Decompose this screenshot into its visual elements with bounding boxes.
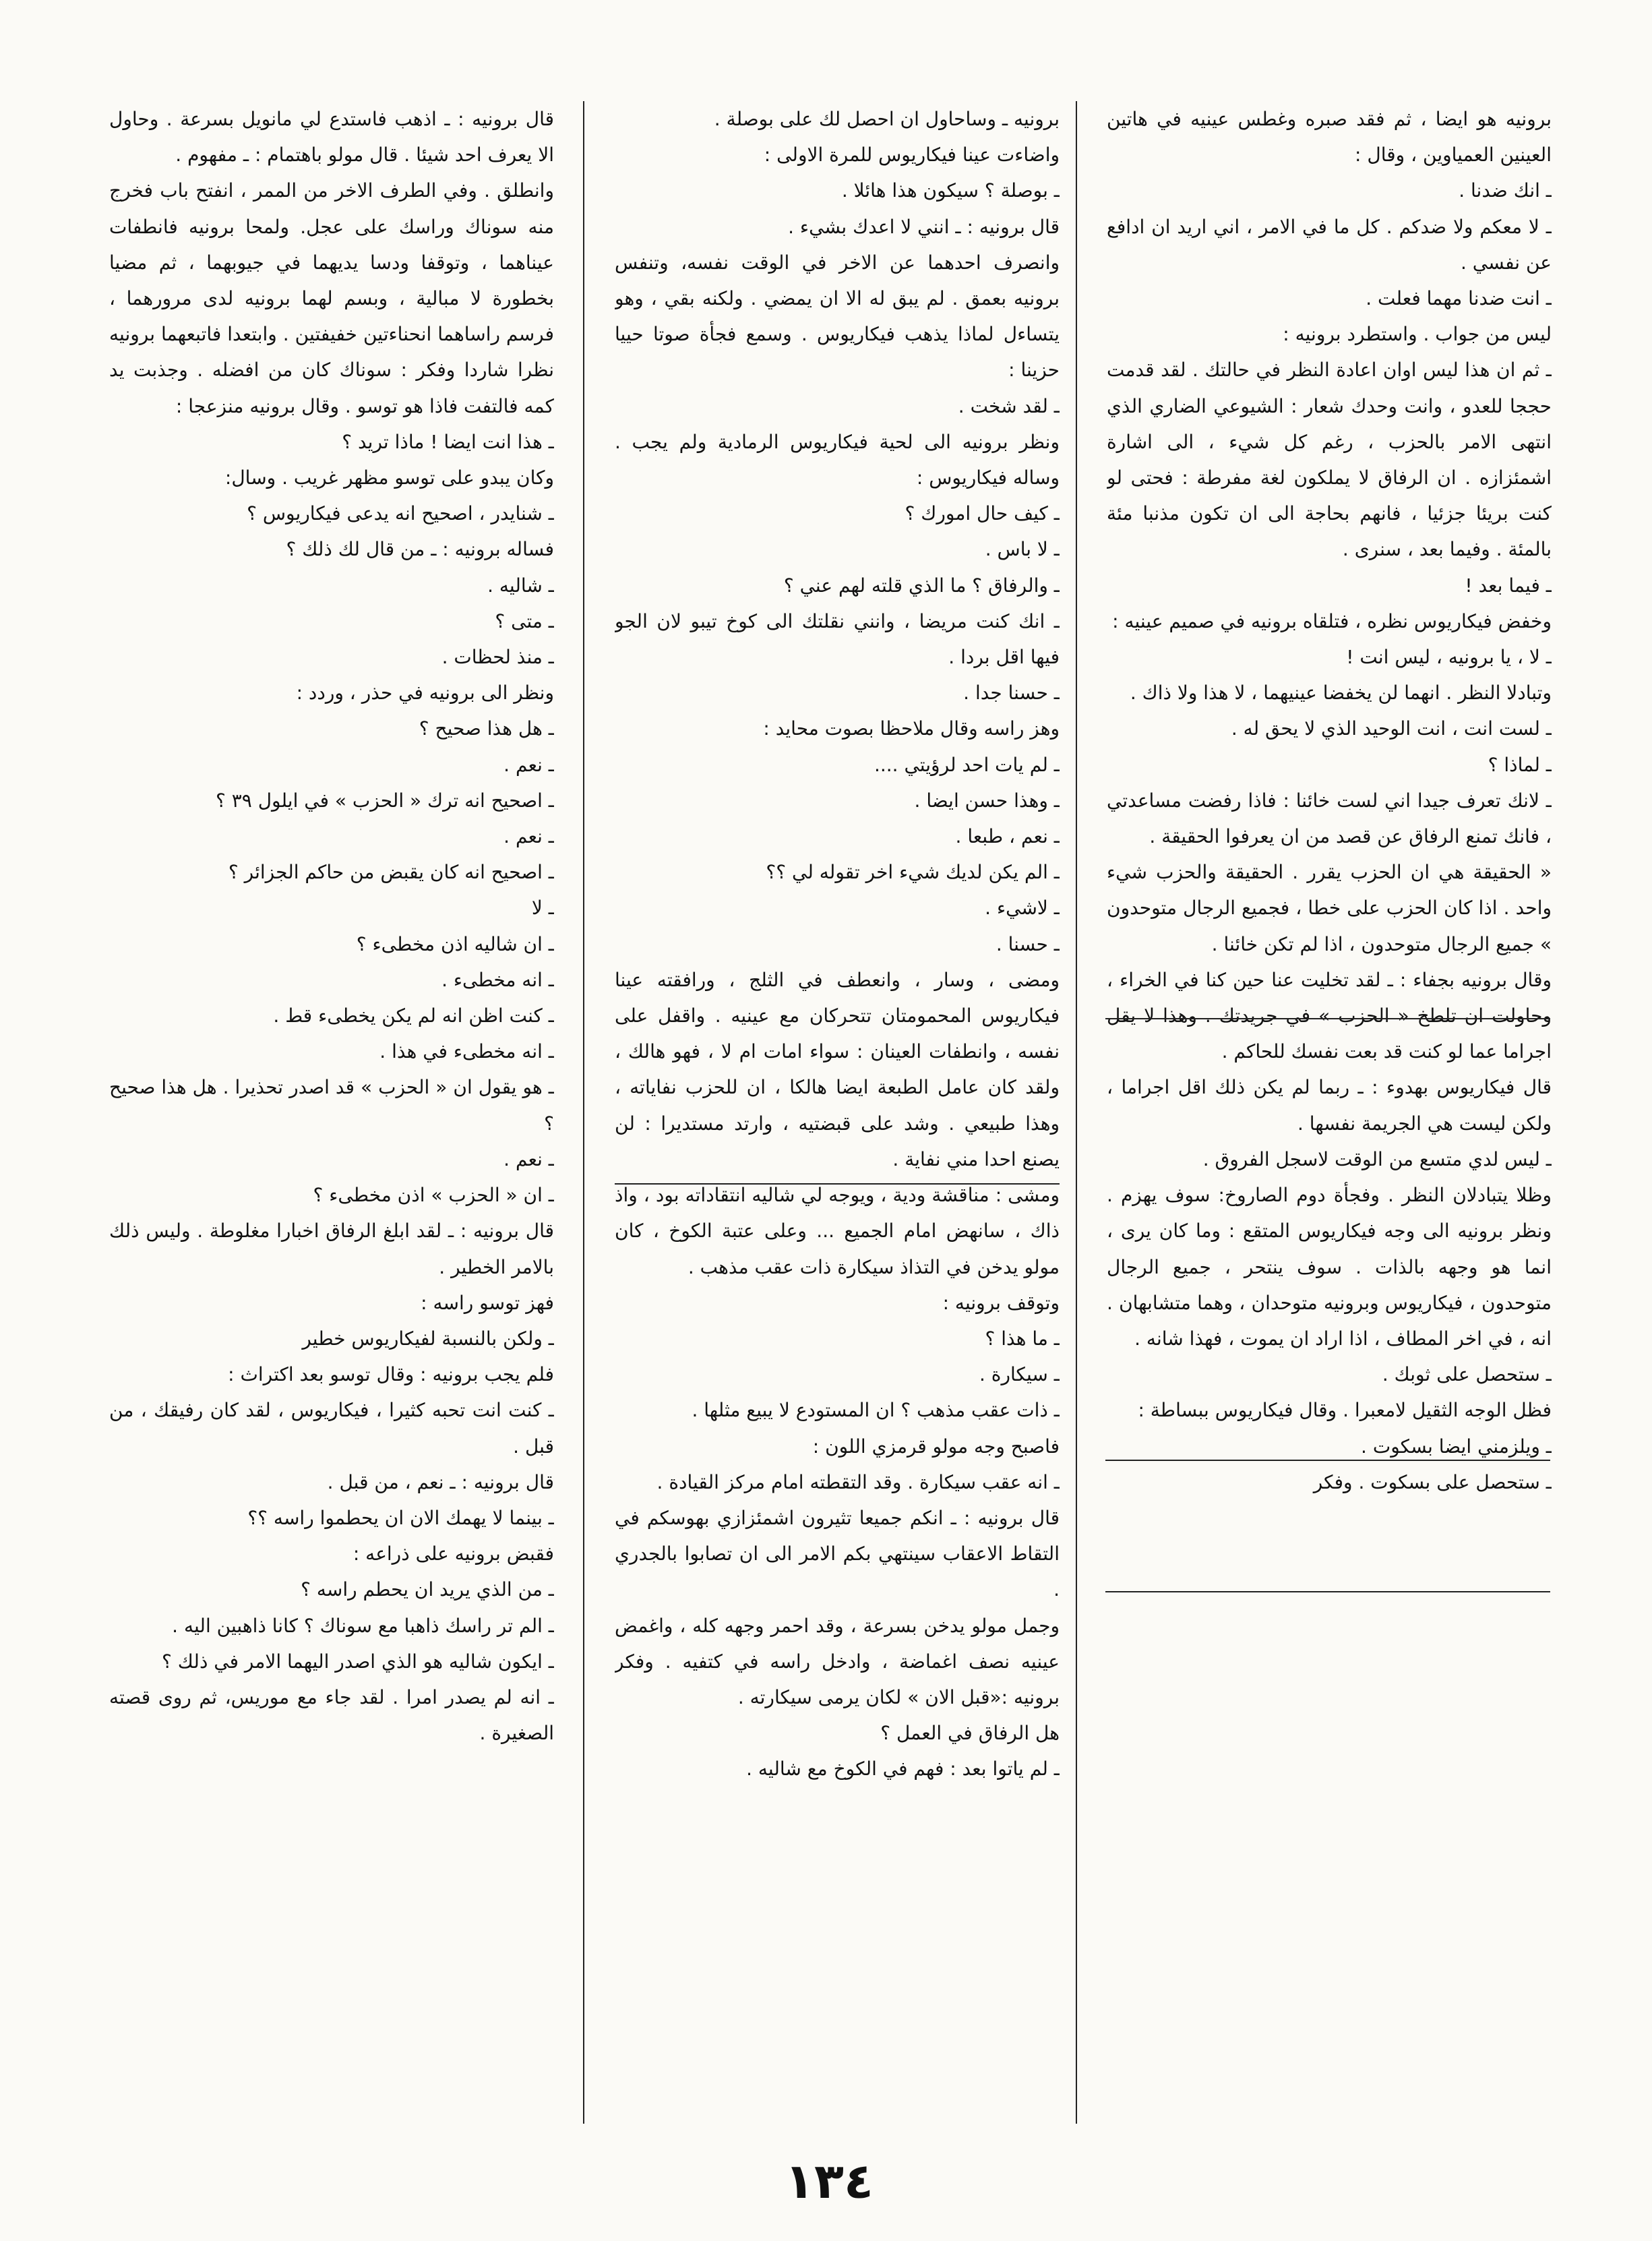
paragraph: ـ وهذا حسن ايضا .: [914, 789, 1060, 812]
paragraph: ـ فيما بعد !: [1465, 574, 1552, 597]
column-divider-left: [583, 101, 584, 2124]
paragraph: ـ من الذي يريد ان يحطم راسه ؟: [301, 1578, 554, 1601]
paragraph: « الحقيقة هي ان الحزب يقرر . الحقيقة والحزب شيء واحد . اذا كان الحزب على خطا ، فجميع الرجال متوحدون » جميع الرجال متوحدون ، اذا لم تكن خائنا .: [1107, 861, 1552, 955]
paragraph: ـ ويلزمني ايضا بسكوت .: [1361, 1435, 1552, 1458]
paragraph: ـ لماذا ؟: [1488, 753, 1552, 776]
paragraph: وقال برونيه بجفاء : ـ لقد تخليت عنا حين كنا في الخراء ، وحاولت ان تلطخ « الحزب » في جريدتك . وهذا لا يقل اجراما عما لو كنت قد بعت نفسك للحاكم .: [1107, 968, 1552, 1063]
paragraph: ـ ما هذا ؟: [985, 1327, 1060, 1350]
paragraph: قال برونيه : ـ لقد ابلغ الرفاق اخبارا مغلوطة . وليس ذلك بالامر الخطير .: [109, 1220, 554, 1278]
paragraph: ـ متى ؟: [495, 609, 554, 632]
paragraph: ـ كنت اظن انه لم يكن يخطىء قط .: [273, 1005, 554, 1027]
paragraph: ـ ايكون شاليه هو الذي اصدر اليهما الامر في ذلك ؟: [162, 1650, 554, 1673]
paragraph: ـ انت ضدنا مهما فعلت .: [1366, 287, 1552, 310]
paragraph: ـ اصحيح انه ترك « الحزب » في ايلول ٣٩ ؟: [215, 789, 554, 812]
separator-right-1: [1105, 1018, 1550, 1019]
paragraph: وتبادلا النظر . انهما لن يخفضا عينيهما ، لا هذا ولا ذاك .: [1130, 682, 1552, 705]
paragraph: ـ انه عقب سيكارة . وقد التقطته امام مركز القيادة .: [656, 1470, 1060, 1493]
paragraph: ـ الم يكن لديك شيء اخر تقوله لي ؟؟: [766, 861, 1060, 884]
paragraph: ـ حسنا جدا .: [963, 682, 1060, 705]
paragraph: ـ لاشيء .: [985, 897, 1060, 920]
separator-middle-1: [615, 1183, 1060, 1185]
paragraph: ـ لست انت ، انت الوحيد الذي لا يحق له .: [1231, 717, 1552, 740]
paragraph: برونيه هو ايضا ، ثم فقد صبره وغطس عينيه في هاتين العينين العمياوين ، وقال :: [1107, 108, 1552, 167]
paragraph: قال فيكاريوس بهدوء : ـ ربما لم يكن ذلك اقل اجراما ، ولكن ليست هي الجريمة نفسها .: [1107, 1076, 1552, 1135]
paragraph: ـ شاليه .: [487, 574, 554, 597]
paragraph: ـ هل هذا صحيح ؟: [419, 717, 554, 740]
text-column-right: [1107, 101, 1552, 2130]
paragraph: ـ شنايدر ، اصحيح انه يدعى فيكاريوس ؟: [247, 502, 554, 525]
paragraph: وتوقف برونيه :: [942, 1291, 1060, 1314]
paragraph: ـ لم يات احد لرؤيتي ....: [874, 753, 1060, 776]
paragraph: ـ حسنا .: [996, 932, 1060, 955]
paragraph: ـ ذات عقب مذهب ؟ ان المستودع لا يبيع مثلها .: [692, 1399, 1060, 1422]
paragraph: وانطلق . وفي الطرف الاخر من الممر ، انفتح باب فخرج منه سوناك وراسك على عجل. ولمحا برونيه فانطفات عيناهما ، وتوقفا ودسا يديهما في جيوبهما ، ثم مضيا بخطورة لا مبالية ، وبسم لهما برونيه لدى مرورهما ، فرسم راساهما انحناءتين خفيفتين . وابتعدا فاتبعهما برونيه نظرا شاردا وفكر : سوناك كان من افضله . وجذبت يد كمه فالتفت فاذا هو توسو . وقال برونيه منزعجا :: [109, 179, 554, 417]
paragraph: ـ لا: [531, 897, 554, 920]
paragraph: ـ انك كنت مريضا ، وانني نقلتك الى كوخ تيبو لان الجو فيها اقل بردا .: [615, 609, 1060, 669]
paragraph: فلم يجب برونيه : وقال توسو بعد اكتراث :: [228, 1363, 554, 1386]
paragraph: برونيه ـ وساحاول ان احصل لك على بوصلة .: [714, 108, 1060, 130]
paragraph: وهز راسه وقال ملاحظا بصوت محايد :: [763, 717, 1060, 740]
paragraph: فساله برونيه : ـ من قال لك ذلك ؟: [286, 538, 554, 561]
paragraph: ـ انه لم يصدر امرا . لقد جاء مع موريس، ثم روى قصته الصغيرة .: [109, 1685, 554, 1745]
paragraph: قال برونيه : ـ انني لا اعدك بشيء .: [788, 215, 1060, 238]
paragraph: ـ بوصلة ؟ سيكون هذا هائلا .: [841, 179, 1060, 202]
paragraph: فظل الوجه الثقيل لامعبرا . وقال فيكاريوس ببساطة :: [1138, 1399, 1552, 1422]
paragraph: ـ ليس لدي متسع من الوقت لاسجل الفروق .: [1202, 1147, 1552, 1170]
paragraph: ـ والرفاق ؟ ما الذي قلته لهم عني ؟: [783, 574, 1060, 597]
paragraph: ـ منذ لحظات .: [441, 646, 554, 669]
column-divider-right: [1076, 101, 1077, 2124]
paragraph: ومشى : مناقشة ودية ، ويوجه لي شاليه انتقاداته بود ، واذ ذاك ، سانهض امام الجميع ... وعلى عتبة الكوخ ، كان مولو يدخن في التذاذ سيكارة ذات عقب مذهب .: [615, 1184, 1060, 1278]
paragraph: ـ انك ضدنا .: [1459, 179, 1552, 202]
paragraph: ونظر الى برونيه في حذر ، وردد :: [296, 682, 554, 705]
paragraph: وكان يبدو على توسو مظهر غريب . وسال:: [224, 467, 554, 489]
paragraph: ـ لا ، يا برونيه ، ليس انت !: [1346, 646, 1552, 669]
paragraph: ـ نعم .: [503, 1147, 554, 1170]
paragraph: واضاءت عينا فيكاريوس للمرة الاولى :: [764, 144, 1060, 167]
paragraph: ونظر برونيه الى لحية فيكاريوس الرمادية ولم يجب . وساله فيكاريوس :: [615, 430, 1060, 489]
text-column-left: [109, 101, 554, 2130]
paragraph: ـ لا معكم ولا ضدكم . كل ما في الامر ، اني اريد ان ادافع عن نفسي .: [1107, 215, 1552, 274]
paragraph: ـ ان شاليه اذن مخطىء ؟: [356, 932, 554, 955]
paragraph: وخفض فيكاريوس نظره ، فتلقاه برونيه في صميم عينيه :: [1112, 609, 1552, 632]
paragraph: ـ كنت انت تحبه كثيرا ، فيكاريوس ، لقد كان رفيقك ، من قبل .: [109, 1399, 554, 1458]
paragraph: ـ انه مخطىء في هذا .: [379, 1040, 554, 1063]
paragraph: وجمل مولو يدخن بسرعة ، وقد احمر وجهه كله ، واغمض عينيه نصف اغماضة ، وادخل راسه في كتفيه . وفكر برونيه :«قبل الان » لكان يرمى سيكارته .: [615, 1614, 1060, 1708]
paragraph: ـ اصحيح انه كان يقبض من حاكم الجزائر ؟: [228, 861, 554, 884]
separator-right-2: [1105, 1460, 1550, 1461]
paragraph: ـ ستحصل على بسكوت . وفكر: [1313, 1470, 1552, 1493]
separator-right-3: [1105, 1591, 1550, 1592]
paragraph: ـ نعم .: [503, 753, 554, 776]
paragraph: ـ ستحصل على ثوبك .: [1382, 1363, 1552, 1386]
paragraph: ـ سيكارة .: [979, 1363, 1060, 1386]
paragraph: ـ الم تر راسك ذاهبا مع سوناك ؟ كانا ذاهبين اليه .: [172, 1614, 554, 1637]
paragraph: قال برونيه : ـ اذهب فاستدع لي مانويل بسرعة . وحاول الا يعرف احد شيئا . قال مولو باهتمام : ـ مفهوم .: [109, 108, 554, 167]
paragraph: وظلا يتبادلان النظر . وفجأة دوم الصاروخ: سوف يهزم . ونظر برونيه الى وجه فيكاريوس المتقع : وما كان يرى ، انما هو وجهه بالذات . سوف ينتحر ، جميع الرجال متوحدون ، فيكاريوس وبرونيه متوحدان ، وهما متشابهان . انه ، في اخر المطاف ، اذا اراد ان يموت ، فهذا شانه .: [1107, 1184, 1552, 1350]
paragraph: هل الرفاق في العمل ؟: [880, 1722, 1060, 1745]
paragraph: ـ لقد شخت .: [958, 394, 1060, 417]
paragraph: ـ ثم ان هذا ليس اوان اعادة النظر في حالتك . لقد قدمت حججا للعدو ، وانت وحدك شعار : الشيوعي الضاري الذي انتهى الامر بالحزب ، رغم كل شيء ، الى اشارة اشمئزازه . ان الرفاق لا يملكون لغة مفرطة : فحتى لو كنت بريئا جزئيا ، فانهم بحاجة الى ان تكون مذنبا مئة بالمئة . وفيما بعد ، سنرى .: [1107, 359, 1552, 561]
paragraph: ـ بينما لا يهمك الان ان يحطموا راسه ؟؟: [247, 1506, 554, 1529]
paragraph: ـ ولكن بالنسبة لفيكاريوس خطير: [302, 1327, 554, 1350]
paragraph: ـ كيف حال امورك ؟: [905, 502, 1060, 525]
paragraph: فقبض برونيه على ذراعه :: [353, 1543, 554, 1565]
paragraph: ليس من جواب . واستطرد برونيه :: [1283, 323, 1552, 346]
paragraph: فاصبح وجه مولو قرمزي اللون :: [812, 1435, 1060, 1458]
paragraph: ـ لا باس .: [985, 538, 1060, 561]
paragraph: ـ ان « الحزب » اذن مخطىء ؟: [313, 1184, 554, 1207]
paragraph: فهز توسو راسه :: [421, 1291, 554, 1314]
text-column-middle: [615, 101, 1060, 2130]
paragraph: وانصرف احدهما عن الاخر في الوقت نفسه، وتنفس برونيه بعمق . لم يبق له الا ان يمضي . ولكنه بقي ، وهو يتساءل لماذا يذهب فيكاريوس . وسمع فجأة صوتا حييا حزينا :: [615, 251, 1060, 382]
paragraph: ـ هذا انت ايضا ! ماذا تريد ؟: [342, 430, 554, 453]
paragraph: ـ نعم .: [503, 825, 554, 848]
paragraph: ـ نعم ، طبعا .: [955, 825, 1060, 848]
paragraph: ـ لم ياتوا بعد : فهم في الكوخ مع شاليه .: [746, 1758, 1060, 1781]
paragraph: ـ هو يقول ان « الحزب » قد اصدر تحذيرا . هل هذا صحيح ؟: [109, 1076, 554, 1135]
paragraph: ـ لانك تعرف جيدا اني لست خائنا : فاذا رفضت مساعدتي ، فانك تمنع الرفاق عن قصد من ان يعرفوا الحقيقة .: [1107, 789, 1552, 848]
paragraph: ومضى ، وسار ، وانعطف في الثلج ، ورافقته عينا فيكاريوس المحمومتان تتحركان مع عينيه . واقفل على نفسه ، وانطفات العينان : سواء امات ام لا ، فهو هالك ، ولقد كان عامل الطبعة ايضا هالكا ، ان للحزب نفاياته ، وهذا طبيعي . وشد على قبضتيه ، وارتد مستديرا : لن يصنع احدا مني نفاية .: [615, 968, 1060, 1170]
paragraph: قال برونيه : ـ انكم جميعا تثيرون اشمئزازي بهوسكم في التقاط الاعقاب سينتهي بكم الامر الى ان تصابوا بالجدري .: [615, 1506, 1060, 1601]
page-number: ١٣٤: [785, 2153, 874, 2209]
paragraph: ـ انه مخطىء .: [441, 968, 554, 991]
paragraph: قال برونيه : ـ نعم ، من قبل .: [327, 1470, 554, 1493]
